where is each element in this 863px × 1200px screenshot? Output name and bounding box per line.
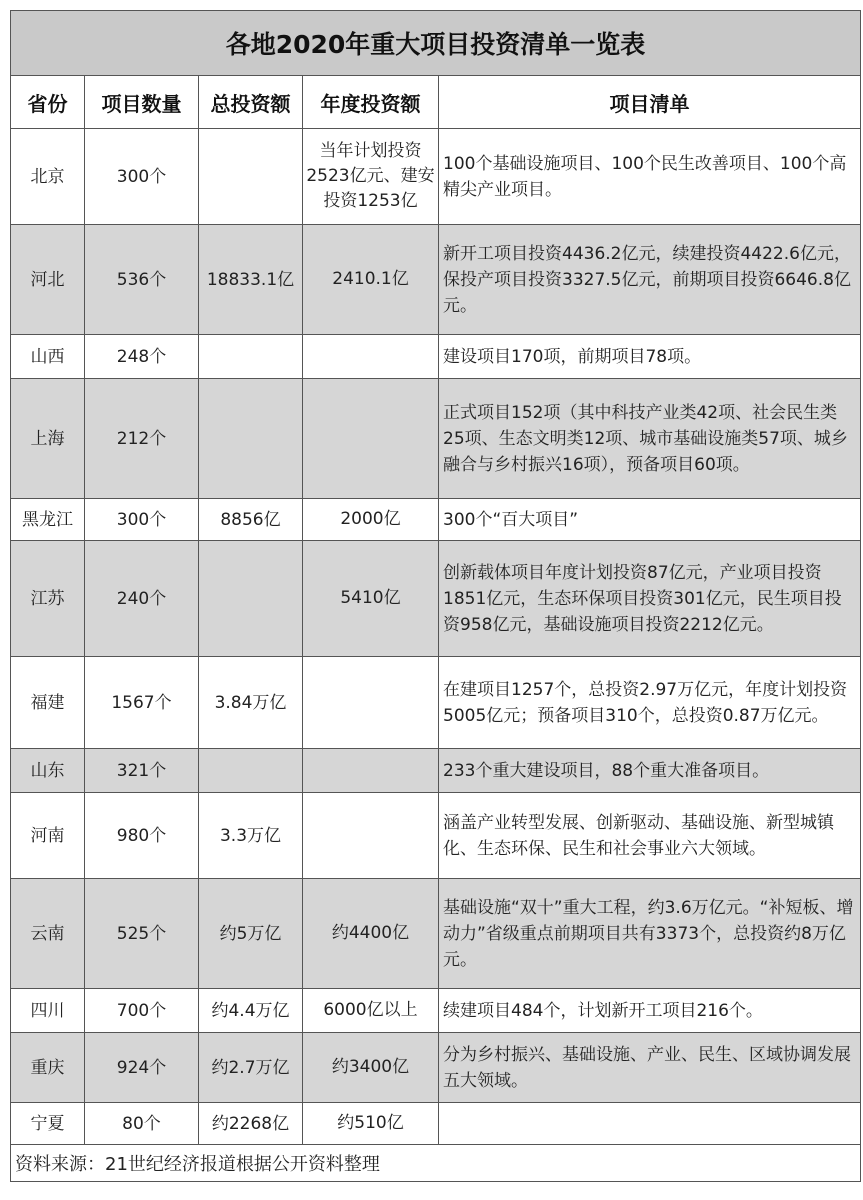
cell-annual: 约4400亿 [303,879,439,989]
table-row [11,1033,861,1103]
cell-province: 江苏 [11,541,85,657]
investment-table-page [10,10,860,1190]
table-row [11,749,861,793]
table-row [11,879,861,989]
cell-annual [303,379,439,499]
cell-province: 北京 [11,129,85,225]
investment-table [10,10,861,1182]
cell-count: 525个 [85,879,199,989]
cell-total: 3.84万亿 [199,657,303,749]
cell-total: 约5万亿 [199,879,303,989]
cell-count: 980个 [85,793,199,879]
cell-province: 四川 [11,989,85,1033]
table-row [11,1103,861,1145]
cell-annual: 6000亿以上 [303,989,439,1033]
cell-list: 续建项目484个，计划新开工项目216个。 [439,989,861,1033]
table-row [11,379,861,499]
header-list: 项目清单 [439,76,861,129]
cell-annual: 约3400亿 [303,1033,439,1103]
cell-total [199,749,303,793]
cell-list: 新开工项目投资4436.2亿元，续建投资4422.6亿元，保投产项目投资3327.5亿元，前期项目投资6646.8亿元。 [439,225,861,335]
cell-count: 924个 [85,1033,199,1103]
cell-province: 宁夏 [11,1103,85,1145]
cell-list: 建设项目170项，前期项目78项。 [439,335,861,379]
table-row [11,657,861,749]
cell-annual: 5410亿 [303,541,439,657]
cell-total: 3.3万亿 [199,793,303,879]
cell-count: 536个 [85,225,199,335]
cell-total: 8856亿 [199,499,303,541]
cell-count: 300个 [85,499,199,541]
table-row [11,793,861,879]
table-row [11,541,861,657]
table-row [11,225,861,335]
cell-province: 云南 [11,879,85,989]
cell-province: 山西 [11,335,85,379]
cell-list: 创新载体项目年度计划投资87亿元，产业项目投资1851亿元，生态环保项目投资301亿元，民生项目投资958亿元，基础设施项目投资2212亿元。 [439,541,861,657]
cell-list: 正式项目152项（其中科技产业类42项、社会民生类25项、生态文明类12项、城市基础设施类57项、城乡融合与乡村振兴16项），预备项目60项。 [439,379,861,499]
cell-total [199,335,303,379]
cell-province: 河北 [11,225,85,335]
header-annual: 年度投资额 [303,76,439,129]
cell-total: 约4.4万亿 [199,989,303,1033]
cell-total [199,379,303,499]
header-count: 项目数量 [85,76,199,129]
cell-annual: 当年计划投资2523亿元、建安投资1253亿 [303,129,439,225]
cell-province: 河南 [11,793,85,879]
cell-count: 212个 [85,379,199,499]
table-row [11,499,861,541]
header-total: 总投资额 [199,76,303,129]
cell-list: 分为乡村振兴、基础设施、产业、民生、区域协调发展五大领域。 [439,1033,861,1103]
cell-list: 233个重大建设项目，88个重大准备项目。 [439,749,861,793]
cell-annual: 2000亿 [303,499,439,541]
cell-annual: 约510亿 [303,1103,439,1145]
cell-total: 约2.7万亿 [199,1033,303,1103]
cell-province: 上海 [11,379,85,499]
table-row [11,129,861,225]
cell-count: 80个 [85,1103,199,1145]
cell-annual [303,335,439,379]
cell-total [199,541,303,657]
cell-list: 300个“百大项目” [439,499,861,541]
cell-province: 福建 [11,657,85,749]
cell-annual [303,793,439,879]
cell-annual [303,749,439,793]
cell-province: 山东 [11,749,85,793]
cell-count: 300个 [85,129,199,225]
cell-annual: 2410.1亿 [303,225,439,335]
cell-count: 1567个 [85,657,199,749]
table-row [11,335,861,379]
cell-count: 240个 [85,541,199,657]
cell-province: 重庆 [11,1033,85,1103]
cell-list: 涵盖产业转型发展、创新驱动、基础设施、新型城镇化、生态环保、民生和社会事业六大领域。 [439,793,861,879]
cell-list: 100个基础设施项目、100个民生改善项目、100个高精尖产业项目。 [439,129,861,225]
table-row [11,989,861,1033]
cell-count: 700个 [85,989,199,1033]
cell-list: 在建项目1257个，总投资2.97万亿元，年度计划投资5005亿元；预备项目310个，总投资0.87万亿元。 [439,657,861,749]
table-title: 各地2020年重大项目投资清单一览表 [11,11,861,76]
cell-total: 约2268亿 [199,1103,303,1145]
cell-count: 248个 [85,335,199,379]
cell-count: 321个 [85,749,199,793]
cell-total [199,129,303,225]
header-province: 省份 [11,76,85,129]
cell-province: 黑龙江 [11,499,85,541]
cell-list: 基础设施“双十”重大工程，约3.6万亿元。“补短板、增动力”省级重点前期项目共有3373个，总投资约8万亿元。 [439,879,861,989]
cell-total: 18833.1亿 [199,225,303,335]
cell-list [439,1103,861,1145]
table-header-row [11,76,861,129]
cell-annual [303,657,439,749]
source-note: 资料来源：21世纪经济报道根据公开资料整理 [11,1145,861,1182]
